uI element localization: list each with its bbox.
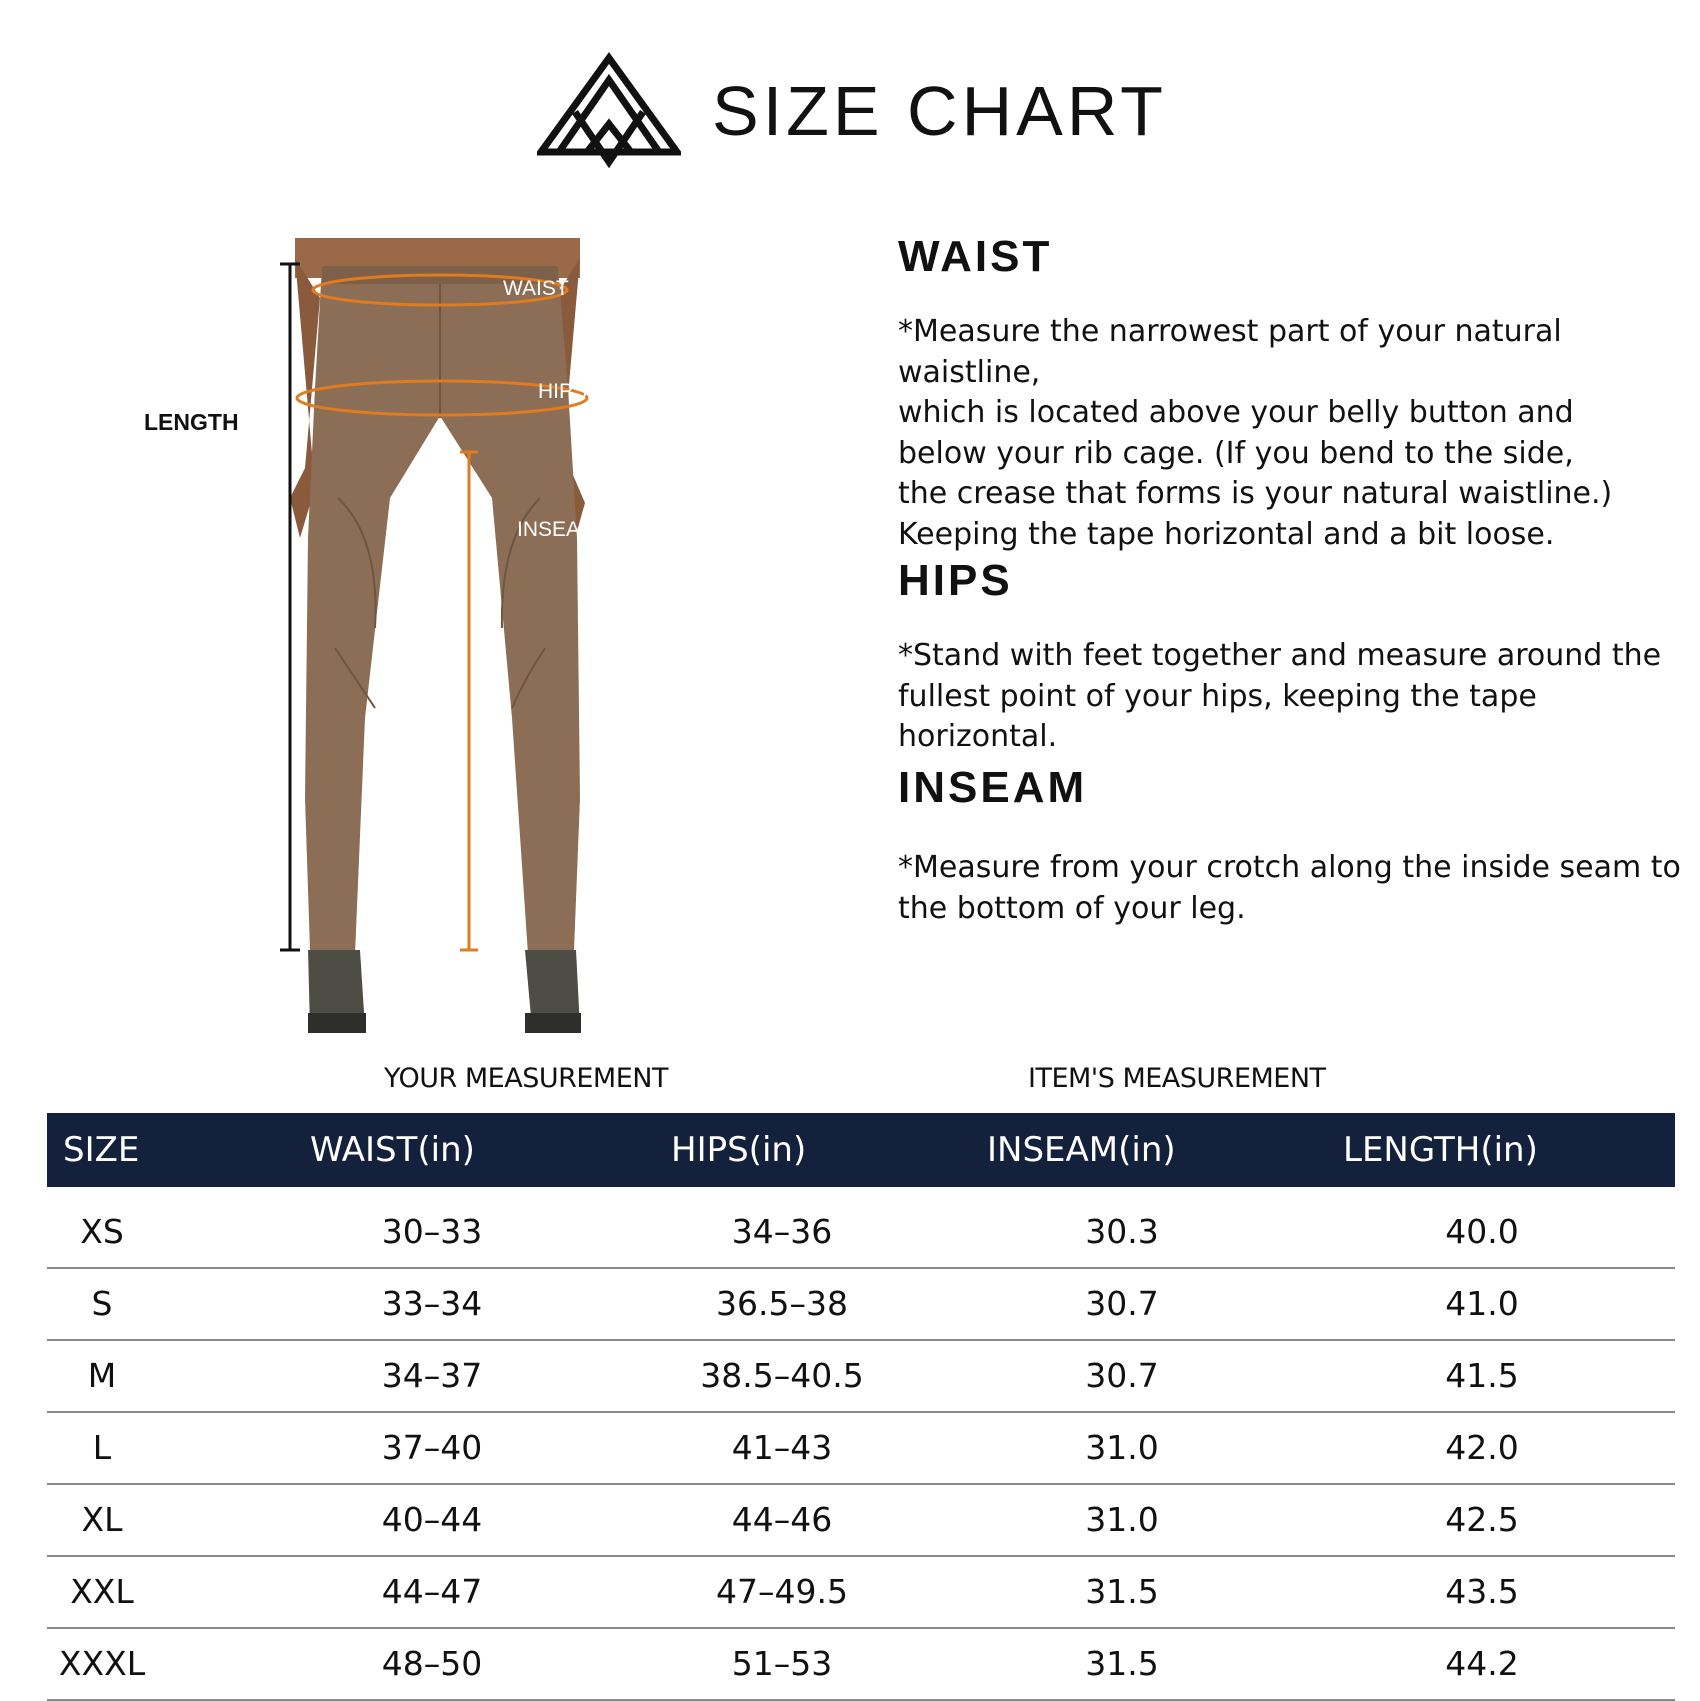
waist-section (898, 232, 1688, 555)
size-cell: XS (80, 1212, 124, 1251)
length-cell: 42.5 (1445, 1500, 1519, 1539)
inseam-cell: 31.0 (1085, 1428, 1159, 1467)
inseam-cell: 31.5 (1085, 1572, 1159, 1611)
hips-cell: 47–49.5 (716, 1572, 848, 1611)
column-header-waist: WAIST(in) (310, 1130, 475, 1170)
waist-label: WAIST (503, 277, 569, 300)
length-cell: 42.0 (1445, 1428, 1519, 1467)
table-body (47, 1187, 1675, 1701)
waist-cell: 40–44 (381, 1500, 483, 1539)
hips-cell: 36.5–38 (716, 1284, 848, 1323)
table-row (47, 1269, 1675, 1341)
page-title: SIZE CHART (712, 72, 1167, 150)
hips-cell: 41–43 (731, 1428, 833, 1467)
length-line (280, 264, 300, 950)
inseam-cell: 30.7 (1085, 1356, 1159, 1395)
inseam-cell: 31.5 (1085, 1644, 1159, 1683)
waist-cell: 34–37 (381, 1356, 483, 1395)
size-cell: M (87, 1356, 117, 1395)
waist-cell: 30–33 (381, 1212, 483, 1251)
inseam-text: *Measure from your crotch along the inside seam to the bottom of your leg. (898, 850, 1681, 926)
length-cell: 44.2 (1445, 1644, 1519, 1683)
hips-cell: 38.5–40.5 (700, 1356, 864, 1395)
size-cell: S (91, 1284, 113, 1323)
size-cell: L (92, 1428, 112, 1467)
length-label: LENGTH (144, 409, 239, 435)
waist-text: *Measure the narrowest part of your natural waistline, which is located above your belly button and below your rib cage. (If you bend to the side, the crease that forms is your natural waistline.) Keeping the tape horizontal and a bit loose. (898, 314, 1613, 552)
hips-section (898, 556, 1688, 758)
column-header-inseam: INSEAM(in) (987, 1130, 1176, 1170)
hips-heading: HIPS (898, 556, 1013, 605)
table-row (47, 1485, 1675, 1557)
pants-shape (305, 266, 580, 954)
table-header (47, 1113, 1675, 1187)
size-table (47, 1113, 1675, 1701)
inseam-section (898, 763, 1688, 929)
hips-cell: 51–53 (731, 1644, 833, 1683)
hips-text: *Stand with feet together and measure around the fullest point of your hips, keeping the tape horizontal. (898, 638, 1662, 754)
column-header-length: LENGTH(in) (1343, 1130, 1538, 1170)
inseam-line (460, 452, 478, 950)
hips-label: HIPS (538, 380, 588, 403)
size-cell: XXL (70, 1572, 134, 1611)
length-cell: 41.5 (1445, 1356, 1519, 1395)
table-row (47, 1629, 1675, 1701)
waist-cell: 33–34 (381, 1284, 483, 1323)
hips-cell: 44–46 (731, 1500, 833, 1539)
length-cell: 40.0 (1445, 1212, 1519, 1251)
table-row (47, 1413, 1675, 1485)
column-header-hips: HIPS(in) (671, 1130, 807, 1170)
length-cell: 41.0 (1445, 1284, 1519, 1323)
brand-logo (537, 52, 681, 170)
inseam-cell: 30.3 (1085, 1212, 1159, 1251)
waist-cell: 48–50 (381, 1644, 483, 1683)
pants-measurement-figure (140, 238, 740, 1038)
waist-cell: 44–47 (381, 1572, 483, 1611)
inseam-heading: INSEAM (898, 763, 1088, 812)
column-header-size: SIZE (63, 1130, 140, 1170)
size-cell: XXXL (58, 1644, 146, 1683)
table-row (47, 1557, 1675, 1629)
hips-cell: 34–36 (731, 1212, 833, 1251)
item-measurement-label: ITEM'S MEASUREMENT (1028, 1063, 1326, 1094)
inseam-cell: 31.0 (1085, 1500, 1159, 1539)
waist-cell: 37–40 (381, 1428, 483, 1467)
table-row (47, 1197, 1675, 1269)
your-measurement-label: YOUR MEASUREMENT (384, 1063, 668, 1094)
waist-heading: WAIST (898, 232, 1053, 281)
size-cell: XL (81, 1500, 123, 1539)
inseam-cell: 30.7 (1085, 1284, 1159, 1323)
table-row (47, 1341, 1675, 1413)
length-cell: 43.5 (1445, 1572, 1519, 1611)
inseam-label: INSEAM (517, 518, 598, 541)
